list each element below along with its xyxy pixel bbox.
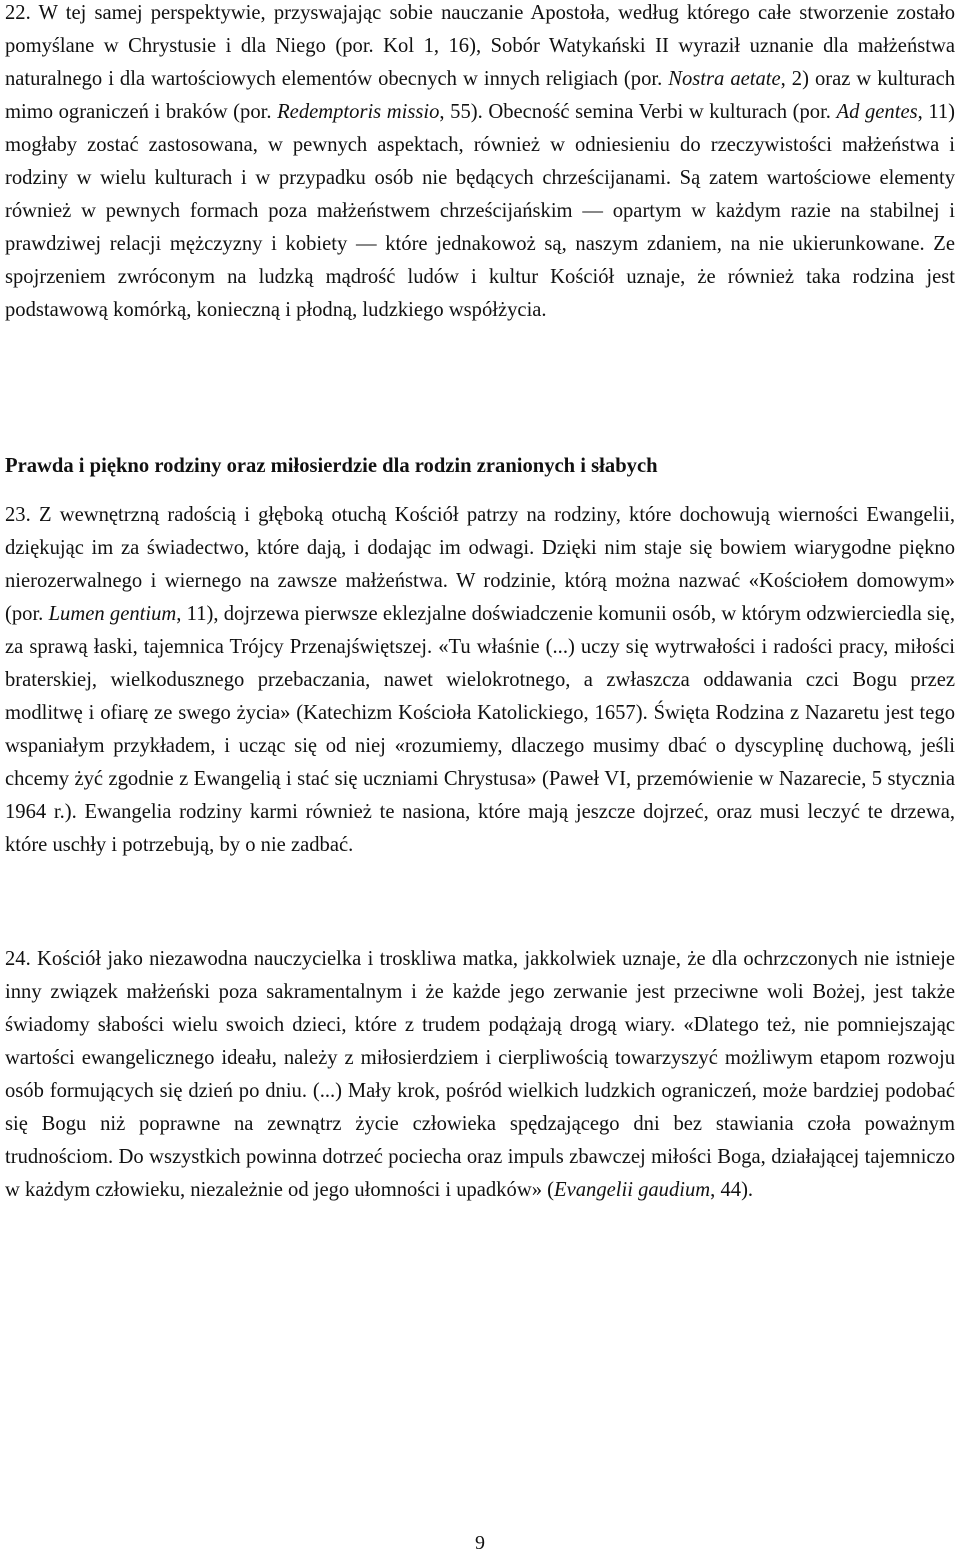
paragraph-24-text-2: , 44). [710,1179,754,1201]
citation-evangelii-gaudium: Evangelii gaudium [554,1179,711,1201]
page-number: 9 [475,1532,485,1554]
paragraph-22-text-2: , 2) oraz w kulturach mimo ograniczeń i braków (por. [5,68,956,123]
paragraph-23 [5,499,955,862]
citation-lumen-gentium: Lumen gentium [48,603,177,625]
citation-ad-gentes: Ad gentes [836,101,918,123]
paragraph-22-text-4: , 11) mogłaby zostać zastosowana, w pewnych aspektach, również w odniesieniu do rzeczywistości małżeństwa i rodziny w wielu kulturach i w przypadku osób nie będących chrześcijanami. Są zatem wartościowe elementy również w pewnych formach poza małżeństwem chrześcijańskim — opartym w każdym razie na stabilnej i prawdziwej relacji mężczyzny i kobiety — które jednakowoż są, naszym zdaniem, na nie ukierunkowane. Ze spojrzeniem zwróconym na ludzką mądrość ludów i kultur Kościół uznaje, że również taka rodzina jest podstawową komórką, konieczną i płodną, ludzkiego współżycia. [5,101,956,321]
citation-redemptoris-missio: Redemptoris missio [277,101,440,123]
paragraph-24-text-1: 24. Kościół jako niezawodna nauczycielka i troskliwa matka, jakkolwiek uznaje, że dla ochrzczonych nie istnieje inny związek małżeński poza sakramentalnym i że każde jego zerwanie jest przeciwne woli Bożej, jest także świadomy słabości wielu swoich dzieci, które z trudem podążają drogą wiary. «Dlatego też, nie pomniejszając wartości ewangelicznego ideału, należy z miłosierdziem i cierpliwością towarzyszyć możliwym etapom rozwoju osób formujących się dzień po dniu. (...) Mały krok, pośród wielkich ludzkich ograniczeń, może bardziej podobać się Bogu niż poprawne na zewnątrz życie człowieka spędzającego dni bez stawiania czoła poważnym trudnościom. Do wszystkich powinna dotrzeć pociecha oraz impuls zbawczej miłości Boga, działającej tajemniczo w każdym człowieku, niezależnie od jego ułomności i upadków» ( [5,948,955,1201]
paragraph-22 [5,0,955,327]
paragraph-23-text-2: , 11), dojrzewa pierwsze eklezjalne doświadczenie komunii osób, w którym odzwierciedla się, za sprawą łaski, tajemnica Trójcy Przenajświętszej. «Tu właśnie (...) uczy się wytrwałości i radości pracy, miłości braterskiej, wielkodusznego przebaczania, nawet wielokrotnego, a zwłaszcza oddawania czci Bogu przez modlitwę i ofiarę ze swego życia» (Katechizm Kościoła Katolickiego, 1657). Święta Rodzina z Nazaretu jest tego wspaniałym przykładem, i ucząc się od niej «rozumiemy, dlaczego musimy dbać o dyscyplinę duchową, jeśli chcemy żyć zgodnie z Ewangelią i stać się uczniami Chrystusa» (Paweł VI, przemówienie w Nazarecie, 5 stycznia 1964 r.). Ewangelia rodziny karmi również te nasiona, które mają jeszcze dojrzeć, oraz musi leczyć te drzewa, które uschły i potrzebują, by o nie zadbać. [5,603,955,856]
paragraph-23-text-1: 23. Z wewnętrzną radością i głęboką otuchą Kościół patrzy na rodziny, które dochowują wierności Ewangelii, dziękując im za świadectwo, które dają, i dodając im odwagi. Dzięki nim staje się bowiem wiarygodne piękno nierozerwalnego i wiernego na zawsze małżeństwa. W rodzinie, którą można nazwać «Kościołem domowym» (por. [5,504,955,625]
paragraph-22-text-1: 22. W tej samej perspektywie, przyswajając sobie nauczanie Apostoła, według którego całe stworzenie zostało pomyślane w Chrystusie i dla Niego (por. Kol 1, 16), Sobór Watykański II wyraził uznanie dla małżeństwa naturalnego i dla wartościowych elementów obecnych w innych religiach (por. [5,2,955,90]
section-heading: Prawda i piękno rodziny oraz miłosierdzie dla rodzin zranionych i słabych [5,455,658,477]
paragraph-22-text-3: , 55). Obecność semina Verbi w kulturach (por. [439,101,837,123]
paragraph-24 [5,943,955,1207]
citation-nostra-aetate: Nostra aetate [668,68,781,90]
